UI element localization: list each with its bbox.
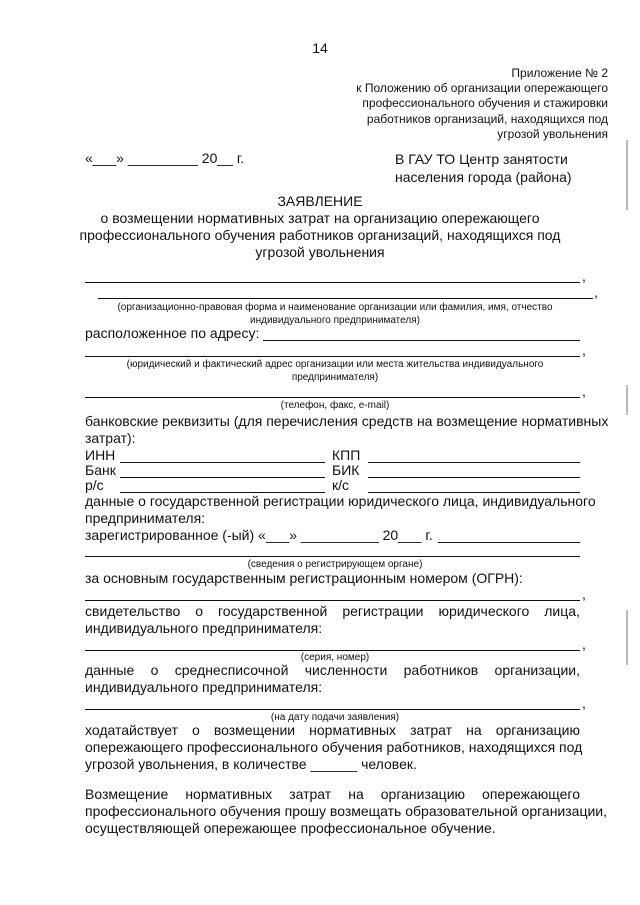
- caption-phone: (телефон, факс, e-mail): [280, 400, 390, 411]
- recipient: [395, 150, 572, 186]
- document-subtitle-line: о возмещении нормативных затрат на организацию опережающего: [100, 210, 540, 226]
- certificate-label-2: индивидуального предпринимателя:: [85, 620, 323, 636]
- request-text-line-1: ходатайствует о возмещении нормативных затрат на организацию: [85, 722, 580, 738]
- appendix-line: к Положению об организации опережающего: [356, 81, 608, 96]
- bik-field-line: [368, 477, 580, 478]
- document-subtitle-line: профессионального обучения работников организаций, находящихся под: [79, 227, 561, 243]
- certificate-label: свидетельство о государственной регистрации юридического лица,: [85, 603, 580, 619]
- request-text-line-2: опережающего профессионального обучения работников, находящихся под: [85, 739, 583, 755]
- appendix-note: [356, 66, 608, 142]
- recipient-line: В ГАУ ТО Центр занятости: [395, 151, 568, 167]
- caption-org: (организационно-правовая форма и наименование организации или фамилия, имя, отчество индивидуального предпринимателя): [117, 302, 553, 326]
- scan-mark: [626, 140, 628, 210]
- bank-field-line: [120, 477, 325, 478]
- closing-text-line-3: осуществляющей опережающее профессиональное обучение.: [85, 820, 496, 836]
- bank-details-label: банковские реквизиты (для перечисления средств на возмещение нормативных: [85, 413, 609, 429]
- scan-mark: [626, 610, 628, 665]
- registered-line: [438, 542, 580, 543]
- caption-registrar: (сведения о регистрирующем органе): [247, 559, 423, 570]
- date-line: «___» _________ 20__ г.: [85, 150, 245, 166]
- appendix-line: профессионального обучения и стажировки: [362, 96, 608, 111]
- caption-address: (юридический и фактический адрес организации или места жительства индивидуального предпринимателя): [126, 359, 544, 383]
- headcount-label-2: индивидуального предпринимателя:: [85, 679, 323, 695]
- headcount-label: данные о среднесписочной численности работников организации,: [85, 662, 580, 678]
- rs-label: р/с: [85, 477, 104, 493]
- bank-details-label-2: затрат):: [85, 430, 136, 446]
- appendix-line: работников организаций, находящихся под: [366, 111, 608, 126]
- bik-label: БИК: [332, 462, 360, 478]
- recipient-line: населения города (района): [395, 169, 572, 185]
- appendix-line: Приложение № 2: [511, 66, 608, 80]
- closing-text-line-1: Возмещение нормативных затрат на организацию опережающего: [85, 786, 580, 802]
- request-text-line-3: угрозой увольнения, в количестве ______ человек.: [85, 756, 417, 772]
- document-subtitle-line: угрозой увольнения: [255, 244, 385, 260]
- appendix-line: угрозой увольнения: [497, 126, 608, 141]
- bank-label: Банк: [85, 462, 116, 478]
- address-line-1: [263, 340, 580, 341]
- kpp-field-line: [368, 462, 580, 463]
- state-reg-label-2: предпринимателя:: [85, 510, 206, 526]
- caption-date-submit: (на дату подачи заявления): [270, 712, 400, 723]
- phone-line: [85, 397, 580, 398]
- registered-label: зарегистрированное (-ый) «___» __________ 20___ г.: [85, 527, 433, 543]
- address-line-2: [85, 356, 580, 357]
- ks-label: к/с: [332, 477, 350, 493]
- org-name-line-2: [98, 298, 593, 299]
- page-number: 14: [312, 40, 328, 56]
- org-name-line-1: [85, 282, 580, 283]
- address-label: расположенное по адресу:: [85, 325, 260, 341]
- closing-text-line-2: профессионального обучения прошу возмещать образовательной организации,: [85, 803, 607, 819]
- document-title: ЗАЯВЛЕНИЕ: [277, 193, 363, 209]
- ogrn-line: [85, 600, 580, 601]
- kpp-label: КПП: [332, 447, 361, 463]
- headcount-line: [85, 709, 580, 710]
- registrar-line: [85, 556, 580, 557]
- scan-mark: [626, 385, 628, 415]
- inn-label: ИНН: [85, 447, 116, 463]
- caption-series: (серия, номер): [300, 652, 370, 663]
- inn-field-line: [120, 462, 325, 463]
- ogrn-label: за основным государственным регистрационным номером (ОГРН):: [85, 570, 523, 586]
- state-reg-label: данные о государственной регистрации юридического лица, индивидуального: [85, 493, 596, 509]
